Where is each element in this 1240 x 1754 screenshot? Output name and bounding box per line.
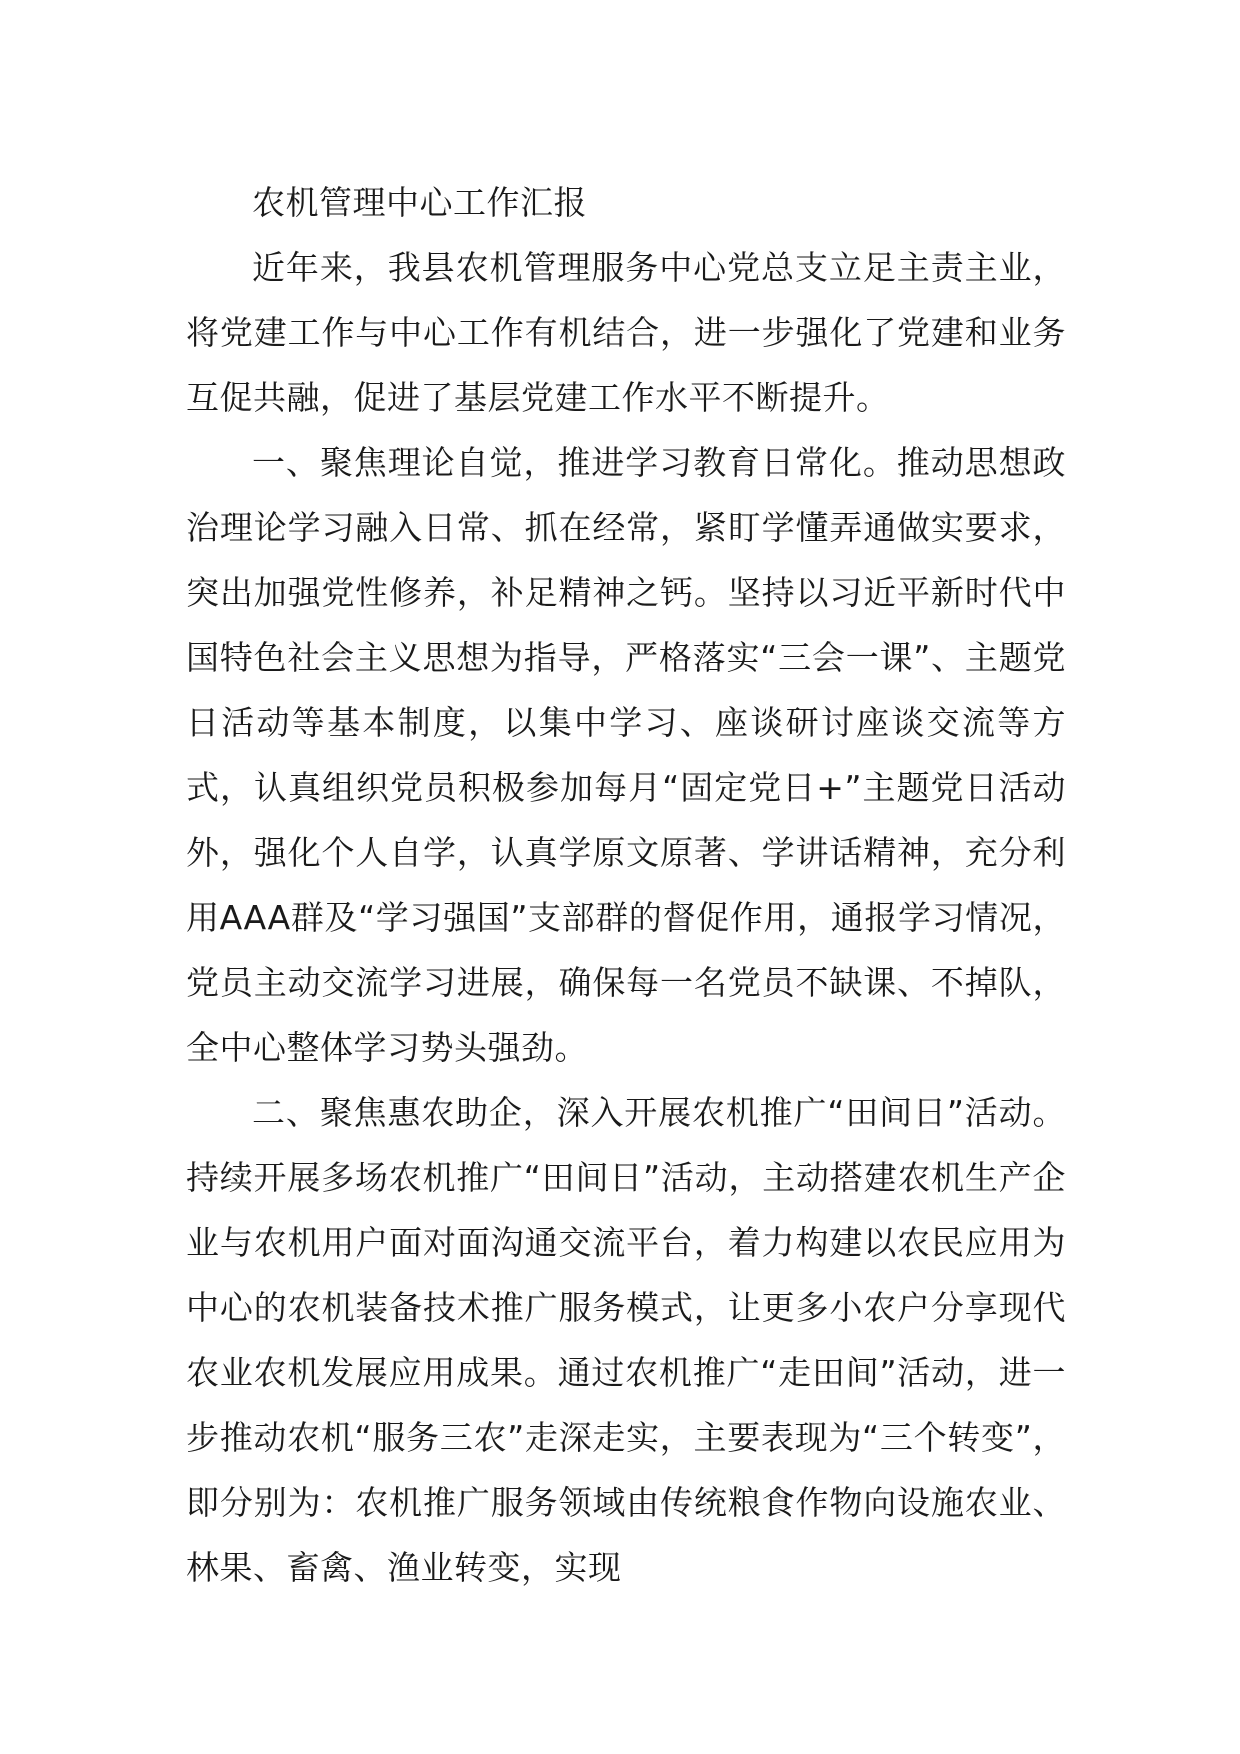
paragraph-section-2: 二、聚焦惠农助企，深入开展农机推广“田间日”活动。持续开展多场农机推广“田间日”活动，主动搭建农机生产企业与农机用户面对面沟通交流平台，着力构建以农民应用为中心的农机装备技术推广服务模式，让更多小农户分享现代农业农机发展应用成果。通过农机推广“走田间”活动，进一步推动农机“服务三农”走深走实，主要表现为“三个转变”，即分别为：农机推广服务领域由传统粮食作物向设施农业、林果、畜禽、渔业转变，实现: [186, 1093, 1066, 1587]
document-body: [186, 170, 1066, 1600]
document-title: 农机管理中心工作汇报: [252, 183, 587, 222]
paragraph-intro: 近年来，我县农机管理服务中心党总支立足主责主业，将党建工作与中心工作有机结合，进一步强化了党建和业务互促共融，促进了基层党建工作水平不断提升。: [186, 248, 1066, 417]
paragraph-section-1: 一、聚焦理论自觉，推进学习教育日常化。推动思想政治理论学习融入日常、抓在经常，紧盯学懂弄通做实要求，突出加强党性修养，补足精神之钙。坚持以习近平新时代中国特色社会主义思想为指导，严格落实“三会一课”、主题党日活动等基本制度，以集中学习、座谈研讨座谈交流等方式，认真组织党员积极参加每月“固定党日+”主题党日活动外，强化个人自学，认真学原文原著、学讲话精神，充分利用AAA群及“学习强国”支部群的督促作用，通报学习情况，党员主动交流学习进展，确保每一名党员不缺课、不掉队，全中心整体学习势头强劲。: [186, 443, 1066, 1067]
